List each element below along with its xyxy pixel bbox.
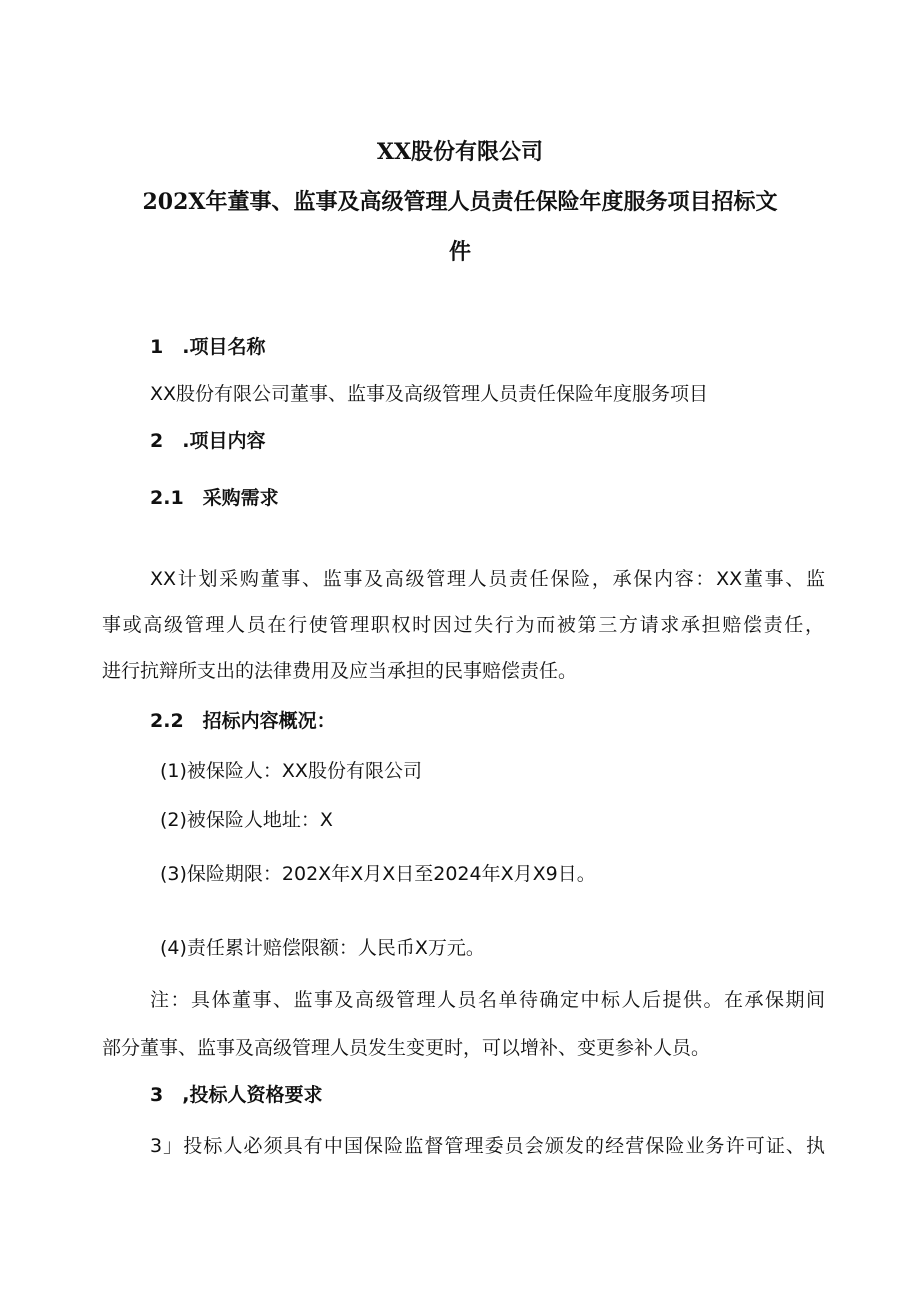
doc-title-project: 202X年董事、监事及高级管理人员责任保险年度服务项目招标文: [142, 189, 778, 215]
doc-title-company: XX股份有限公司: [376, 139, 544, 165]
section-1-text: XX股份有限公司董事、监事及高级管理人员责任保险年度服务项目: [150, 383, 709, 405]
section-2-1-paragraph-line1: XX计划采购董事、监事及高级管理人员责任保险，承保内容：XX董事、监: [150, 568, 825, 590]
section-1-heading: 1 .项目名称: [150, 336, 266, 358]
section-2-heading: 2 .项目内容: [150, 430, 266, 452]
section-3-heading: 3 ,投标人资格要求: [150, 1084, 323, 1106]
section-3-1-text: 3」投标人必须具有中国保险监督管理委员会颁发的经营保险业务许可证、执: [150, 1135, 825, 1157]
section-2-1-heading: 2.1 采购需求: [150, 487, 279, 509]
list-item-insured-address: (2)被保险人地址：X: [160, 809, 333, 831]
note-line1: 注：具体董事、监事及高级管理人员名单待确定中标人后提供。在承保期间: [150, 989, 825, 1011]
section-2-1-paragraph-line2: 事或高级管理人员在行使管理职权时因过失行为而被第三方请求承担赔偿责任，: [102, 614, 824, 636]
note-line2: 部分董事、监事及高级管理人员发生变更时，可以增补、变更参补人员。: [102, 1037, 711, 1059]
list-item-insured: (1)被保险人：XX股份有限公司: [160, 760, 422, 782]
list-item-liability-limit: (4)责任累计赔偿限额：人民币X万元。: [160, 937, 485, 959]
doc-title-project-cont: 件: [448, 239, 471, 265]
section-2-2-heading: 2.2 招标内容概况：: [150, 710, 336, 732]
list-item-insurance-period: (3)保险期限：202X年X月X日至2024年X月X9日。: [160, 863, 596, 885]
section-2-1-paragraph-line3: 进行抗辩所支出的法律费用及应当承担的民事赔偿责任。: [102, 660, 578, 682]
